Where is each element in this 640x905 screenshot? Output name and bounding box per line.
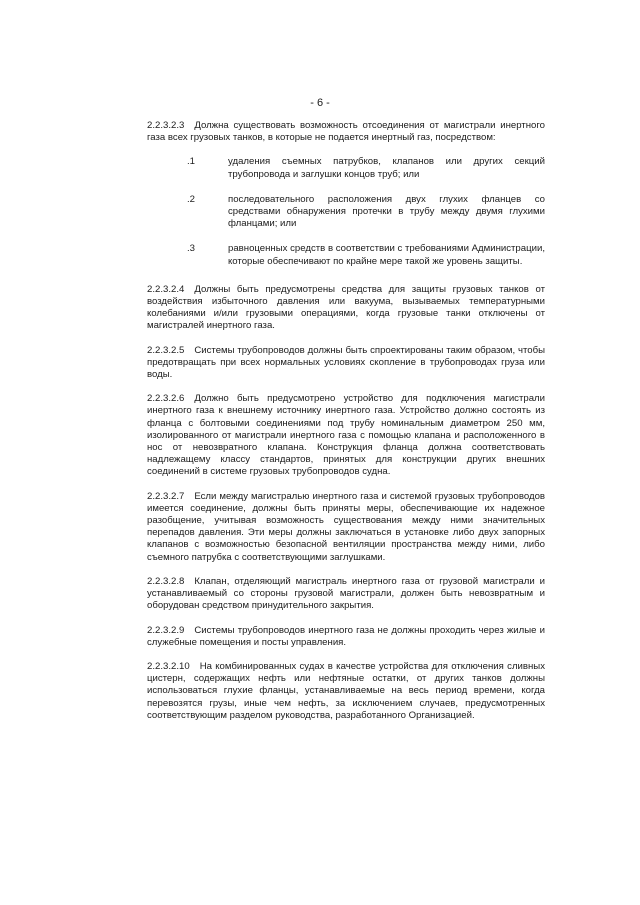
paragraph-text: Если между магистралью инертного газа и системой грузовых трубопроводов имеется соединение, должны быть приняты меры, обеспечивающие их надежное разобщение, учитывая возможность существования между ними значительных перепадов давления. Эти меры должны заключаться в установке либо двух запорных клапанов с возможностью безопасной вентиляции пространства между ними, либо съемного патрубка с соответствующими заглушками. <box>147 490 545 563</box>
paragraph-number: 2.2.3.2.3 <box>147 120 185 131</box>
paragraph-2-2-3-2-6 <box>147 393 545 478</box>
subitem <box>147 156 545 180</box>
paragraph-text: Системы трубопроводов должны быть спроектированы таким образом, чтобы предотвращать при всех нормальных условиях скопление в трубопроводах груза или воды. <box>147 344 545 381</box>
paragraph-number: 2.2.3.2.9 <box>147 624 185 636</box>
paragraph-2-2-3-2-5 <box>147 345 545 382</box>
paragraph-number: 2.2.3.2.5 <box>147 344 185 356</box>
subitem-list <box>147 156 545 267</box>
paragraph-number: 2.2.3.2.10 <box>147 660 190 672</box>
paragraph-number: 2.2.3.2.8 <box>147 575 185 587</box>
paragraph-number: 2.2.3.2.6 <box>147 393 185 405</box>
page-number: - 6 - <box>310 97 330 109</box>
paragraph-text: Должно быть предусмотрено устройство для подключения магистрали инертного газа к внешнему источнику инертного газа. Устройство должно состоять из фланца с болтовыми соединениями под трубу номинальным диаметром 250 мм, изолированного от магистрали инертного газа с помощью клапана и расположенного в нос от невозвратного клапана. Конструкция фланца должна соответствовать надлежащему классу стандартов, принятых для конструкции других внешних соединений в системе грузовых трубопроводов судна. <box>147 393 545 478</box>
paragraph-text: Должны быть предусмотрены средства для защиты грузовых танков от воздействия избыточного давления или вакуума, вызываемых температурными колебаниями и/или грузовыми операциями, когда грузовые танки отключены от магистралей инертного газа. <box>147 283 545 332</box>
subitem <box>147 243 545 267</box>
paragraph-2-2-3-2-7 <box>147 491 545 564</box>
paragraph-2-2-3-2-4 <box>147 284 545 333</box>
paragraph-text: На комбинированных судах в качестве устройства для отключения сливных цистерн, содержащих нефть или нефтяные остатки, от других танков должны использоваться глухие фланцы, устанавливаемые на весь период времени, когда перевозятся грузы, иные чем нефть, за исключением случаев, предусмотренных соответствующим разделом руководства, разработанного Организацией. <box>147 660 545 721</box>
paragraph-text: Должна существовать возможность отсоединения от магистрали инертного газа всех грузовых танков, в которые не подается инертный газ, посредством: <box>147 120 545 144</box>
subitem-text: равноценных средств в соответствии с требованиями Администрации, которые обеспечивают по крайне мере такой же уровень защиты. <box>228 243 545 267</box>
paragraph-2-2-3-2-9 <box>147 625 545 649</box>
paragraph-number: 2.2.3.2.4 <box>147 283 185 295</box>
subitem <box>147 194 545 231</box>
paragraph-2-2-3-2-10 <box>147 661 545 722</box>
subitem-text: удаления съемных патрубков, клапанов или других секций трубопровода и заглушки концов труб; или <box>228 156 545 180</box>
subitem-number: .1 <box>187 156 196 168</box>
paragraph-number: 2.2.3.2.7 <box>147 490 185 502</box>
subitem-number: .2 <box>187 193 196 205</box>
document-body <box>147 120 545 734</box>
paragraph-2-2-3-2-8 <box>147 576 545 613</box>
paragraph-text: Клапан, отделяющий магистраль инертного газа от грузовой магистрали и устанавливаемый со стороны грузовой магистрали, должен быть невозвратным и оборудован средством принудительного закрытия. <box>147 575 545 612</box>
subitem-text: последовательного расположения двух глухих фланцев со средствами обнаружения протечки в трубу между двумя глухими фланцами; или <box>228 193 545 230</box>
paragraph-2-2-3-2-3 <box>147 120 545 144</box>
subitem-number: .3 <box>187 243 196 255</box>
paragraph-text: Системы трубопроводов инертного газа не должны проходить через жилые и служебные помещения и посты управления. <box>147 624 545 648</box>
